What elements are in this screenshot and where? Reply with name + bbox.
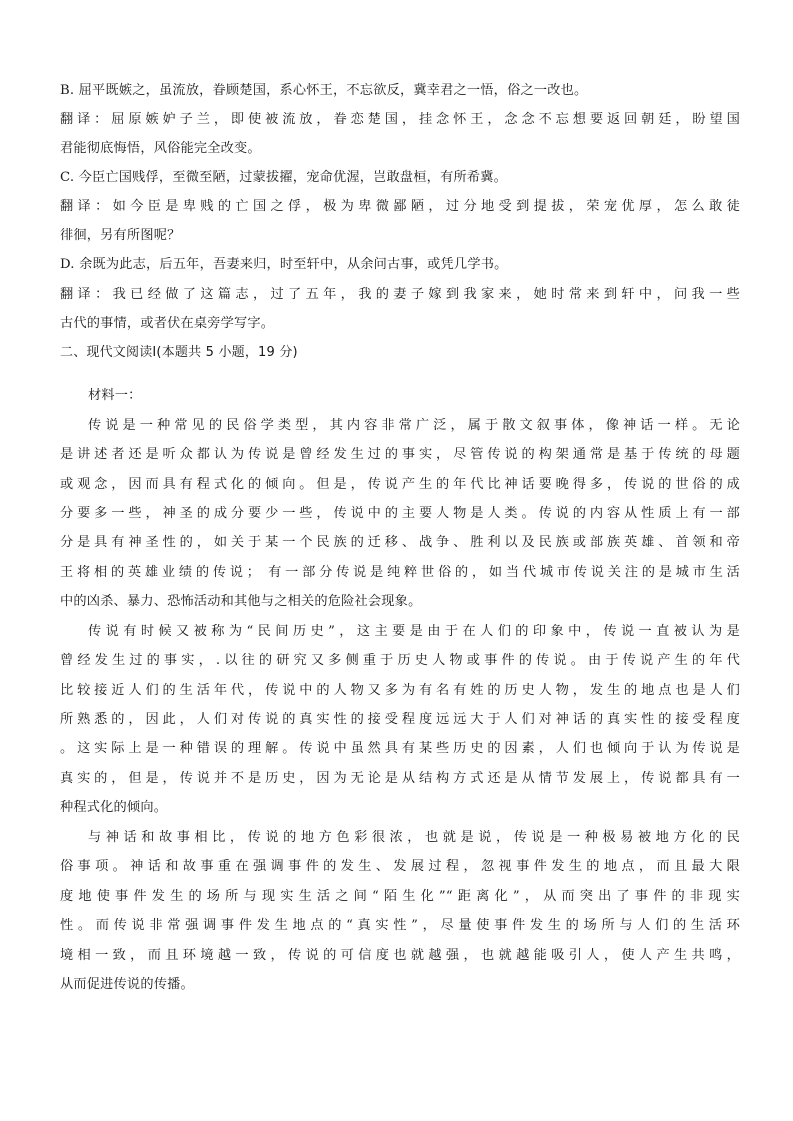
paragraph-1-line-4: 分要多一些，神圣的成分要少一些，传说中的主要人物是人类。传说的内容从性质上有一部 [60, 506, 740, 521]
paragraph-2-line-4: 所熟悉的，因此，人们对传说的真实性的接受程度远远大于人们对神话的真实性的接受程度 [60, 712, 740, 727]
paragraph-2-line-1: 传说有时候又被称为“民间历史”，这主要是由于在人们的印象中，传说一直被认为是 [88, 624, 740, 639]
option-b-translation-line-2: 君能彻底悔悟，风俗能完全改变。 [60, 141, 261, 156]
material-label: 材料一： [88, 388, 142, 403]
section-heading: 二、现代文阅读Ⅰ(本题共 5 小题，19 分) [60, 345, 298, 360]
paragraph-2-line-6: 真实的，但是，传说并不是历史，因为无论是从结构方式还是从情节发展上，传说都具有一 [60, 771, 740, 786]
paragraph-1-line-5: 分是具有神圣性的，如关于某一个民族的迁移、战争、胜利以及民族或部族英雄、首领和帝 [60, 535, 740, 550]
option-d-translation-line-1: 翻译：我已经做了这篇志，过了五年，我的妻子嫁到我家来，她时常来到轩中，问我一些 [60, 287, 740, 302]
option-c-text: C. 今臣亡国贱俘，至微至陋，过蒙拔擢，宠命优渥，岂敢盘桓，有所希冀。 [60, 170, 508, 185]
paragraph-2-line-2: 曾经发生过的事实，.以往的研究又多侧重于历史人物或事件的传说。由于传说产生的年代 [60, 653, 740, 668]
paragraph-3-line-1: 与神话和故事相比，传说的地方色彩很浓，也就是说，传说是一种极易被地方化的民 [88, 830, 740, 845]
option-c-translation-line-2: 徘徊，另有所图呢？ [60, 228, 181, 243]
paragraph-3-line-5: 境相一致，而且环境越一致，传说的可信度也就越强，也就越能吸引人，使人产生共鸣， [60, 948, 740, 963]
option-c-translation-line-1: 翻译：如今臣是卑贱的亡国之俘，极为卑微鄙陋，过分地受到提拔，荣宠优厚，怎么敢徒 [60, 199, 740, 214]
paragraph-3-line-6: 从而促进传说的传播。 [60, 977, 194, 992]
paragraph-1-line-7: 中的凶杀、暴力、恐怖活动和其他与之相关的危险社会现象。 [60, 594, 422, 609]
paragraph-1-line-1: 传说是一种常见的民俗学类型，其内容非常广泛，属于散文叙事体，像神话一样。无论 [88, 418, 740, 433]
paragraph-1-line-3: 或观念，因而具有程式化的倾向。但是，传说产生的年代比神话要晚得多，传说的世俗的成 [60, 477, 740, 492]
option-b-translation-line-1: 翻译：屈原嫉妒子兰，即使被流放，眷恋楚国，挂念怀王，念念不忘想要返回朝廷，盼望国 [60, 112, 740, 127]
paragraph-2-line-7: 种程式化的倾向。 [60, 800, 168, 815]
paragraph-2-line-5: 。这实际上是一种错误的理解。传说中虽然具有某些历史的因素，人们也倾向于认为传说是 [60, 741, 740, 756]
paragraph-2-line-3: 比较接近人们的生活年代，传说中的人物又多为有名有姓的历史人物，发生的地点也是人们 [60, 683, 740, 698]
paragraph-1-line-6: 王将相的英雄业绩的传说； 有一部分传说是纯粹世俗的，如当代城市传说关注的是城市生活 [60, 565, 740, 580]
paragraph-3-line-2: 俗事项。神话和故事重在强调事件的发生、发展过程，忽视事件发生的地点，而且最大限 [60, 859, 740, 874]
option-b-text: B. 屈平既嫉之，虽流放，眷顾楚国，系心怀王，不忘欲反，冀幸君之一悟，俗之一改也。 [60, 83, 588, 98]
option-d-translation-line-2: 古代的事情，或者伏在桌旁学写字。 [60, 316, 275, 331]
paragraph-3-line-4: 性。而传说非常强调事件发生地点的“真实性”，尽量使事件发生的场所与人们的生活环 [60, 918, 740, 933]
option-d-text: D. 余既为此志，后五年，吾妻来归，时至轩中，从余问古事，或凭几学书。 [60, 257, 508, 272]
paragraph-1-line-2: 是讲述者还是听众都认为传说是曾经发生过的事实，尽管传说的构架通常是基于传统的母题 [60, 447, 740, 462]
paragraph-3-line-3: 度地使事件发生的场所与现实生活之间“陌生化”“距离化”，从而突出了事件的非现实 [60, 889, 740, 904]
